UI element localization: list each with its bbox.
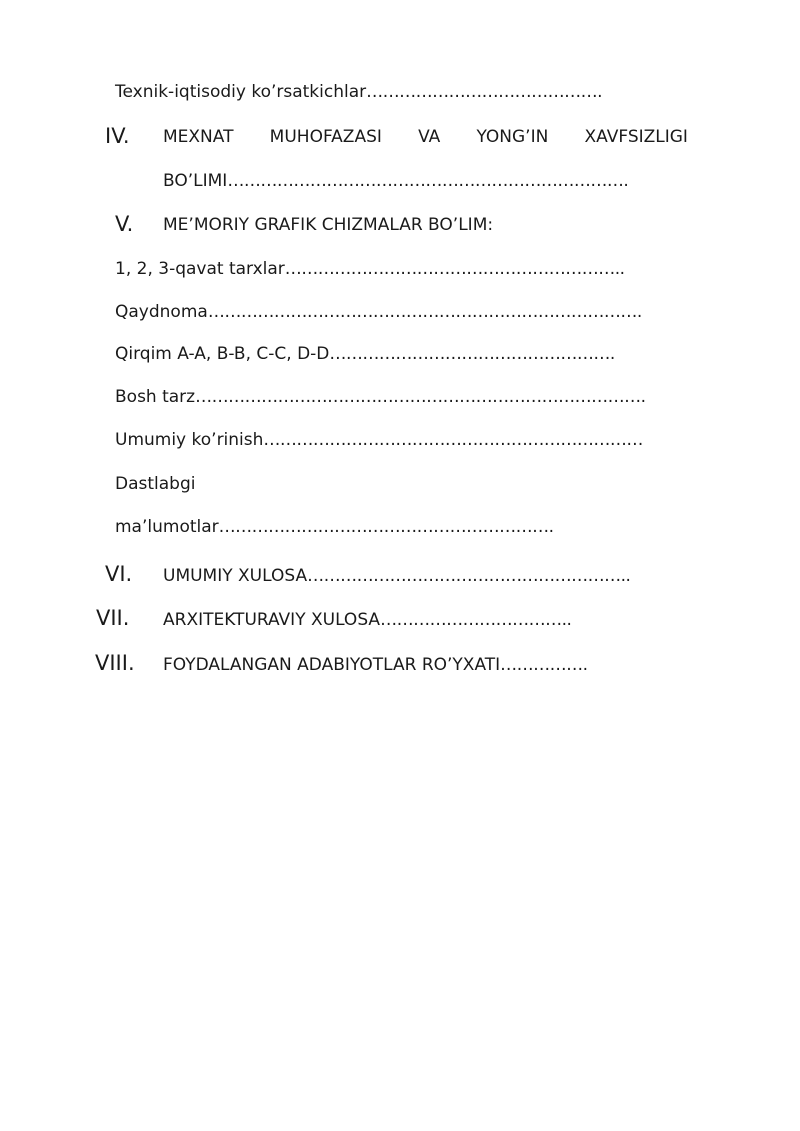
toc-entry-label: Umumiy ko’rinish [115, 430, 264, 450]
toc-entry-label: Qaydnoma [115, 302, 208, 322]
toc-entry-malumotlar [115, 516, 554, 538]
section-heading-vi [163, 565, 630, 587]
toc-leader-dots: ………………………………………………….. [307, 566, 631, 586]
section-numeral-vi: VI. [105, 562, 133, 586]
section-heading-vii [163, 609, 571, 631]
toc-leader-dots: ………………………………………………………………………. [195, 387, 646, 407]
toc-leader-dots: ………………………………………………………………. [227, 171, 629, 191]
toc-leader-dots: ……………………………………. [366, 82, 603, 102]
heading-word: YONG’IN [476, 127, 549, 147]
toc-entry-dastlabgi [115, 473, 195, 495]
toc-leader-dots: …………………………….. [380, 610, 572, 630]
section-numeral-iv: IV. [105, 124, 130, 148]
section-heading-iv-line1 [163, 126, 688, 148]
toc-entry-label: BO’LIMI [163, 171, 228, 191]
heading-word: XAVFSIZLIGI [584, 127, 688, 147]
toc-entry-label: ma’lumotlar [115, 517, 219, 537]
toc-entry-label: Texnik-iqtisodiy ko’rsatkichlar [115, 82, 367, 102]
toc-leader-dots: …………………………………………………………… [263, 430, 643, 450]
toc-entry-label: 1, 2, 3-qavat tarxlar [115, 259, 285, 279]
toc-entry-qaydnoma [115, 301, 642, 323]
toc-entry-label: UMUMIY XULOSA [163, 566, 308, 586]
section-heading-iv-line2 [163, 170, 628, 192]
toc-entry-label: ARXITEKTURAVIY XULOSA [163, 610, 381, 630]
toc-entry-umumiy-korinish [115, 429, 643, 451]
section-heading-v: ME’MORIY GRAFIK CHIZMALAR BO’LIM: [163, 215, 494, 235]
heading-word: VA [418, 127, 441, 147]
heading-word: MUHOFAZASI [269, 127, 382, 147]
heading-word: MEXNAT [163, 127, 234, 147]
toc-entry-texnik [115, 81, 602, 103]
toc-leader-dots: ……………. [500, 655, 588, 675]
toc-leader-dots: ……………………………………………. [329, 344, 615, 364]
toc-entry-bosh-tarz [115, 386, 646, 408]
toc-entry-label: Qirqim A-A, B-B, C-C, D-D [115, 344, 330, 364]
toc-leader-dots: ……………………………………………………………………. [207, 302, 642, 322]
section-numeral-vii: VII. [96, 606, 130, 630]
toc-entry-label: FOYDALANGAN ADABIYOTLAR RO’YXATI [163, 655, 501, 675]
section-numeral-v: V. [115, 212, 134, 236]
toc-entry-label: Bosh tarz [115, 387, 196, 407]
section-heading-viii [163, 654, 588, 676]
toc-entry-qirqim [115, 343, 615, 365]
toc-entry-tarxlar [115, 258, 625, 280]
toc-leader-dots: ……………………………………………………. [218, 517, 554, 537]
toc-leader-dots: …………………………………………………….. [284, 259, 625, 279]
toc-entry-label: Dastlabgi [115, 474, 196, 494]
section-numeral-viii: VIII. [95, 651, 135, 675]
